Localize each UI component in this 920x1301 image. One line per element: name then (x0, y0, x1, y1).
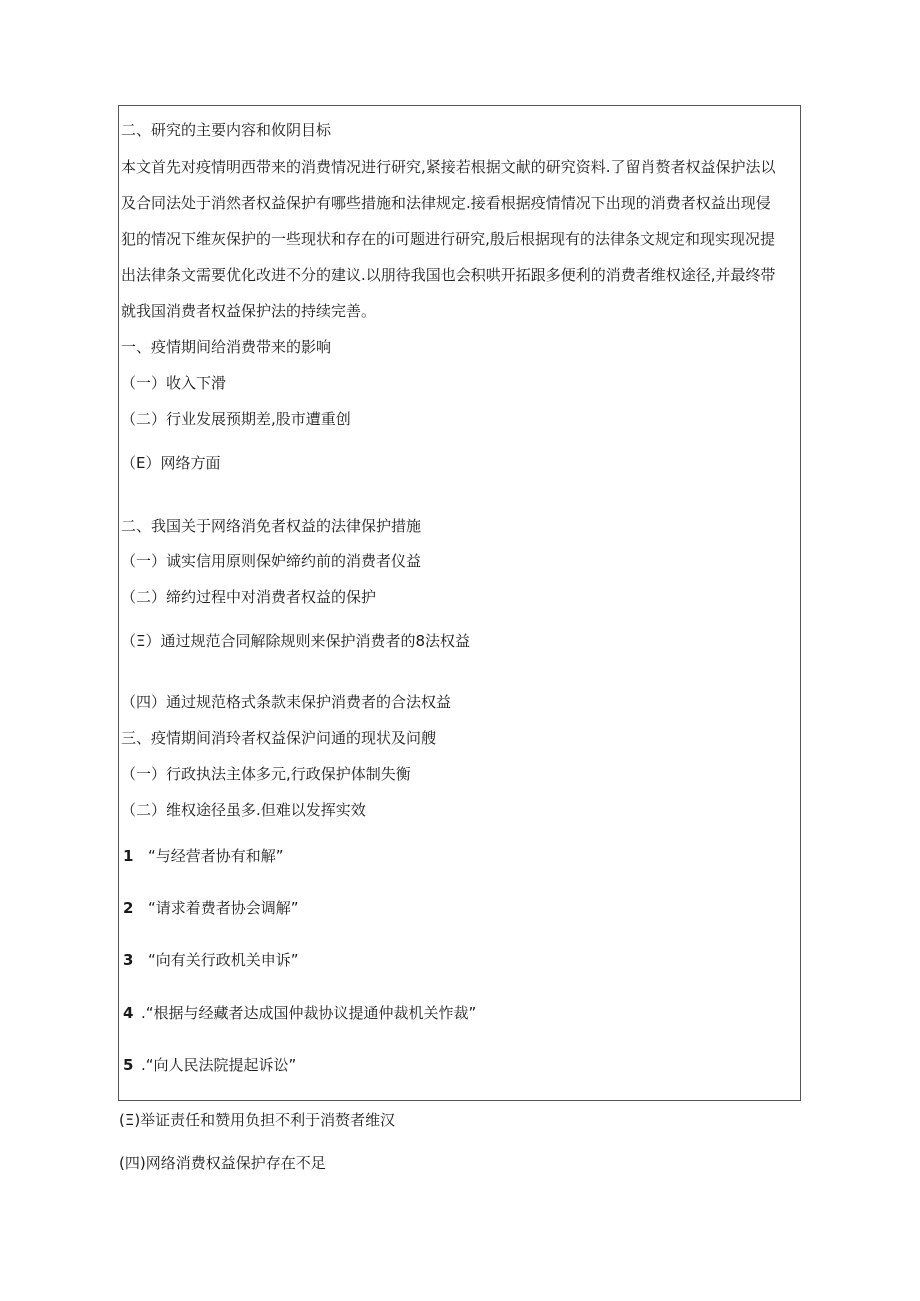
list-item-number: 3 (123, 951, 134, 969)
paragraph-line-2: 及合同法处于消然者权益保护有哪些措施和法律规定.接看根据疫情情况下出现的消费者权益出现侵 (121, 194, 771, 212)
paragraph-line-4: 出法律条文需要优化改进不分的建议.以朋待我国也会积哄开拓跟多便利的消费者维权途径,并最终带 (121, 266, 776, 284)
section-1-item-2: （二）行业发展预期差,股市遭重创 (121, 410, 351, 428)
section-2-item-4: （四）通过规范格式条款耒保护消费者的合法权益 (121, 693, 452, 711)
section-1-item-1: （一）收入下滑 (121, 374, 227, 392)
list-item-text: .“根据与经藏者达成国仲裁协议提通仲裁机关怍裁” (141, 1004, 477, 1022)
list-item-text: .“向人民法院提起诉讼” (141, 1056, 297, 1074)
paragraph-line-1: 本文首先对疫情明西带来的消费情况进行研究,紧接若根据文献的研究资料.了留肖赘者权益保护法以 (121, 158, 776, 176)
section-3-item-1: （一）行政执法主体多元,行政保护体制失衡 (121, 765, 411, 783)
section-2-item-1: （一）诚实信用原则保妒缔约前的消费者仪益 (121, 552, 422, 570)
section-3-item-2: （二）维权途径虽多.但难以发挥实效 (121, 801, 366, 819)
section-2-item-3: （Ξ）通过规范合同解除规则来保护消费者的8法权益 (121, 632, 471, 650)
list-item-text: “请求着费者协会调解” (148, 899, 299, 917)
paragraph-line-3: 犯的情况下维灰保护的一些现状和存在的i可题进行研究,殷后根据现有的法律条文规定和现实现况提 (121, 230, 775, 248)
list-item-number: 1 (123, 847, 134, 865)
list-item-number: 4 (123, 1004, 134, 1022)
section-heading-research: 二、研究的主要内容和攸阴目标 (121, 121, 332, 139)
section-2-item-2: （二）缔约过程中对消费者权益的保护 (121, 588, 377, 606)
list-item-text: “与经营者协有和解” (148, 847, 284, 865)
section-3-title: 三、疫情期间消玲者权益保沪问通的现状及问艘 (121, 729, 437, 747)
list-item-text: “向有关行政机关申诉” (148, 951, 299, 969)
list-item-number: 5 (123, 1056, 134, 1074)
section-2-title: 二、我国关于网络消免者权益的法律保护措施 (121, 517, 422, 535)
list-item-number: 2 (123, 899, 134, 917)
section-1-item-3: （E）网络方面 (121, 454, 221, 472)
section-3-item-3: (Ξ)举证责任和赞用负担不利于消赘者维汉 (119, 1111, 396, 1129)
section-3-item-4: (四)网络消费权益保护存在不足 (119, 1154, 326, 1172)
paragraph-line-5: 就我国消费者权益保护法的持续完善。 (121, 302, 377, 320)
section-1-title: 一、疫情期间给消费带来的影响 (121, 338, 332, 356)
